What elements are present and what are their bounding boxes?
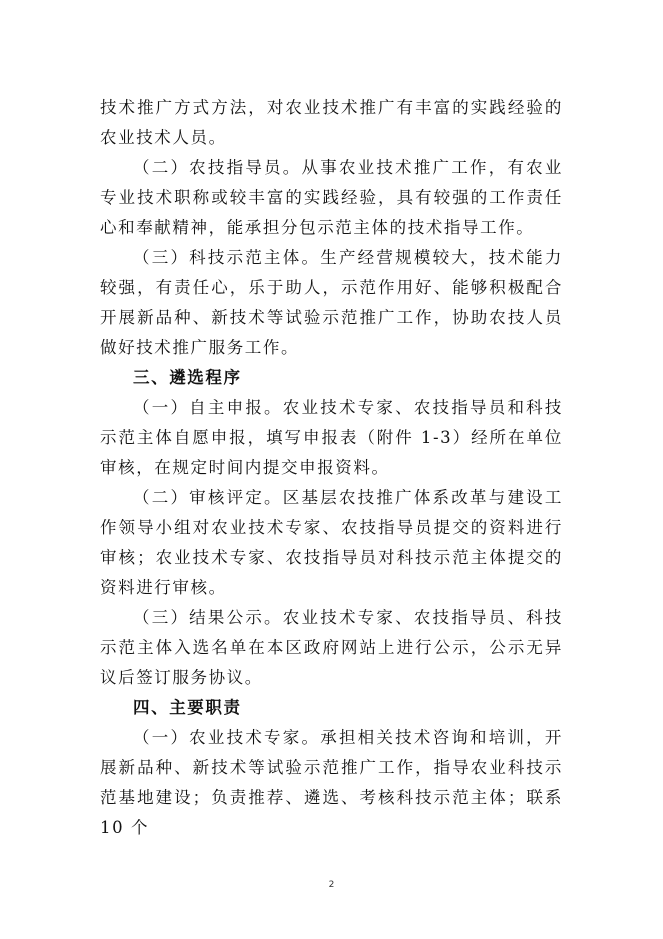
paragraph-text: 区基层农技推广体系改革与建设工作领导小组对农业技术专家、农技指导员提交的资料进行审核；农业技术专家、农技指导员对科技示范主体提交的资料进行审核。 — [100, 488, 563, 597]
paragraph-text: 技术推广方式方法，对农业技术推广有丰富的实践经验的农业技术人员。 — [100, 98, 563, 147]
paragraph-lead: （二）农技指导员。 — [133, 158, 302, 177]
paragraph-lead: （一）自主申报。 — [133, 398, 283, 417]
paragraph — [100, 723, 563, 843]
paragraph-text: 农业技术专家、农技指导员、科技示范主体入选名单在本区政府网站上进行公示，公示无异议后签订服务协议。 — [100, 608, 563, 687]
section-heading: 四、主要职责 — [133, 698, 242, 717]
paragraph-lead: （三）结果公示。 — [133, 608, 283, 627]
section-heading: 三、遴选程序 — [133, 368, 242, 387]
paragraph-text: 农业技术专家、农技指导员和科技示范主体自愿申报，填写申报表（附件 1-3）经所在单位审核，在规定时间内提交申报资料。 — [100, 398, 563, 477]
paragraph — [100, 153, 563, 243]
paragraph-text: 承担相关技术咨询和培训，开展新品种、新技术等试验示范推广工作，指导农业科技示范基地建设；负责推荐、遴选、考核科技示范主体；联系 10 个 — [100, 728, 564, 837]
document-body — [100, 93, 563, 843]
paragraph — [100, 603, 563, 693]
paragraph-lead: （二）审核评定。 — [133, 488, 283, 507]
paragraph — [100, 243, 563, 363]
paragraph-text: 生产经营规模较大，技术能力较强，有责任心，乐于助人，示范作用好、能够积极配合开展新品种、新技术等试验示范推广工作，协助农技人员做好技术推广服务工作。 — [100, 248, 564, 357]
paragraph-lead: （一）农业技术专家。 — [133, 728, 321, 747]
paragraph-text: 从事农业技术推广工作，有农业专业技术职称或较丰富的实践经验，具有较强的工作责任心和奉献精神，能承担分包示范主体的技术指导工作。 — [100, 158, 563, 237]
paragraph-lead: （三）科技示范主体。 — [133, 248, 321, 267]
page-number: 2 — [328, 880, 335, 890]
paragraph — [100, 483, 563, 603]
paragraph — [100, 393, 563, 483]
paragraph — [100, 93, 563, 153]
